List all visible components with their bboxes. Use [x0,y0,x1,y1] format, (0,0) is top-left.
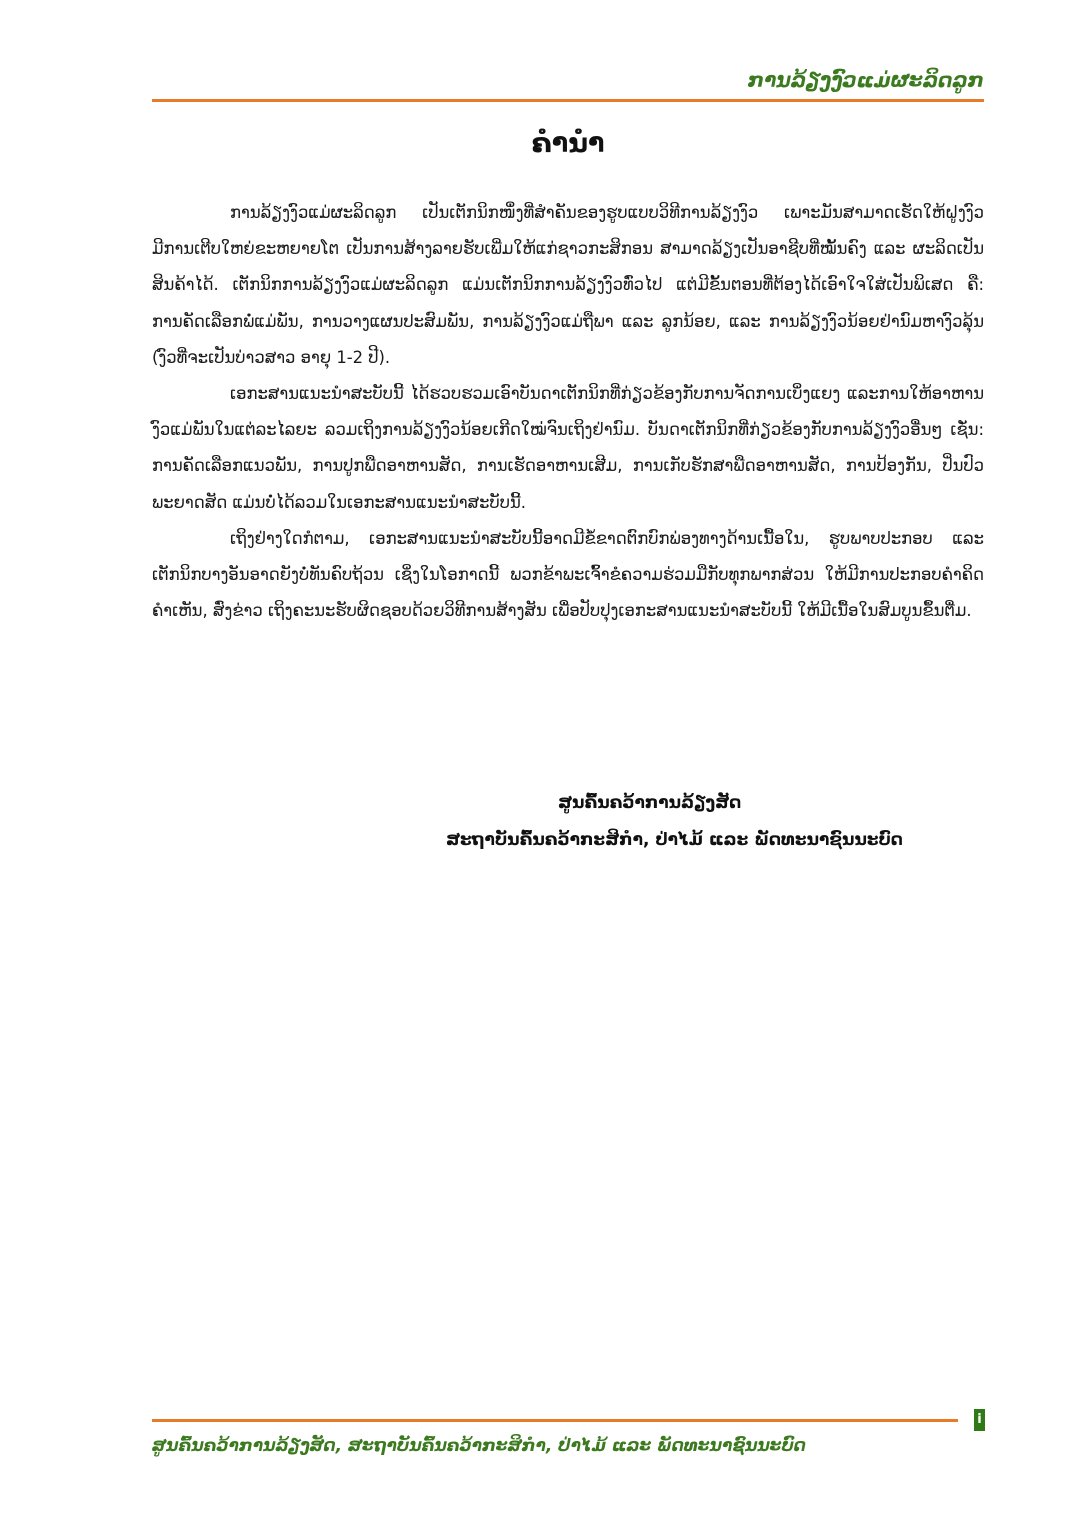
page-number-badge: i [974,1409,985,1431]
signature-center-name: ສູນຄົ້ນຄວ້າການລ້ຽງສັດ [558,793,742,813]
signature-block [380,785,960,859]
signature-institute-name: ສະຖາບັນຄົ້ນຄວ້າກະສິກຳ, ປ່າໄມ້ ແລະ ພັດທະນາຊົນນະບົດ [446,830,903,850]
page-title: ຄຳນຳ [531,128,605,159]
header-divider [152,99,984,102]
paragraph-3: ເຖິງຢ່າງໃດກໍຕາມ, ເອກະສານແນະນຳສະບັບນີ້ອາດມີຂໍ້ຂາດຕົກບົກພ່ອງທາງດ້ານເນື້ອໃນ, ຮູບພາບປະກອບ ແລະ ເຕັກນິກບາງອັນອາດຍັງບໍ່ທັນຄົບຖ້ວນ ເຊິ່ງໃນໂອກາດນີ້ ພວກຂ້າພະເຈົ້າຂໍຄວາມຮ່ວມມືກັບທຸກພາກສ່ວນ ໃຫ້ມີການປະກອບຄຳຄິດຄຳເຫັນ, ສົ່ງຂ່າວ ເຖິງຄະນະຮັບຜິດຊອບດ້ວຍວິທີການສ້າງສັນ ເພື່ອປັບປຸງເອກະສານແນະນຳສະບັບນີ້ ໃຫ້ມີເນື້ອໃນສົມບູນຂຶ້ນຕື່ມ. [152,528,984,621]
paragraph-1: ການລ້ຽງງົວແມ່ຜະລິດລູກ ເປັນເຕັກນິກໜຶ່ງທີ່ສຳຄັນຂອງຮູບແບບວິທີການລ້ຽງງົວ ເພາະມັນສາມາດເຮັດໃຫ້ຝູງງົວມີການເຕີບໃຫຍ່ຂະຫຍາຍໂຕ ເປັນການສ້າງລາຍຮັບເພີ່ມໃຫ້ແກ່ຊາວກະສິກອນ ສາມາດລ້ຽງເປັນອາຊີບທີ່ໝັ້ນຄົງ ແລະ ຜະລິດເປັນສິນຄ້າໄດ້. ເຕັກນິກການລ້ຽງງົວແມ່ຜະລິດລູກ ແມ່ນເຕັກນິກການລ້ຽງງົວທົ່ວໄປ ແຕ່ມີຂັ້ນຕອນທີ່ຕ້ອງໄດ້ເອົາໃຈໃສ່ເປັນພິເສດ ຄື: ການຄັດເລືອກພໍ່ແມ່ພັນ, ການວາງແຜນປະສົມພັນ, ການລ້ຽງງົວແມ່ຖືພາ ແລະ ລູກນ້ອຍ, ແລະ ການລ້ຽງງົວນ້ອຍຢ່ານົມຫາງົວລຸ້ນ (ງົວທີ່ຈະເປັນບ່າວສາວ ອາຍຸ 1-2 ປີ). [152,203,984,367]
preface-body [152,195,984,629]
running-footer-text: ສູນຄົ້ນຄວ້າການລ້ຽງສັດ, ສະຖາບັນຄົ້ນຄວ້າກະສິກຳ, ປ່າໄມ້ ແລະ ພັດທະນາຊົນນະບົດ [152,1436,806,1456]
paragraph-2: ເອກະສານແນະນຳສະບັບນີ້ ໄດ້ຮວບຮວມເອົາບັນດາເຕັກນິກທີ່ກ່ຽວຂ້ອງກັບການຈັດການເບິ່ງແຍງ ແລະການໃຫ້ອາຫານງົວແມ່ພັນໃນແຕ່ລະໄລຍະ ລວມເຖິງການລ້ຽງງົວນ້ອຍເກີດໃໝ່ຈົນເຖິງຢ່ານົມ. ບັນດາເຕັກນິກທີ່ກ່ຽວຂ້ອງກັບການລ້ຽງງົວອື່ນໆ ເຊັ່ນ: ການຄັດເລືອກແນວພັນ, ການປູກພືດອາຫານສັດ, ການເຮັດອາຫານເສີມ, ການເກັບຮັກສາພືດອາຫານສັດ, ການປ້ອງກັນ, ປິ່ນປົວພະຍາດສັດ ແມ່ນບໍ່ໄດ້ລວມໃນເອກະສານແນະນຳສະບັບນີ້. [152,384,984,512]
running-header-title: ການລ້ຽງງົວແມ່ຜະລິດລູກ [747,68,984,92]
footer-divider [152,1419,958,1422]
